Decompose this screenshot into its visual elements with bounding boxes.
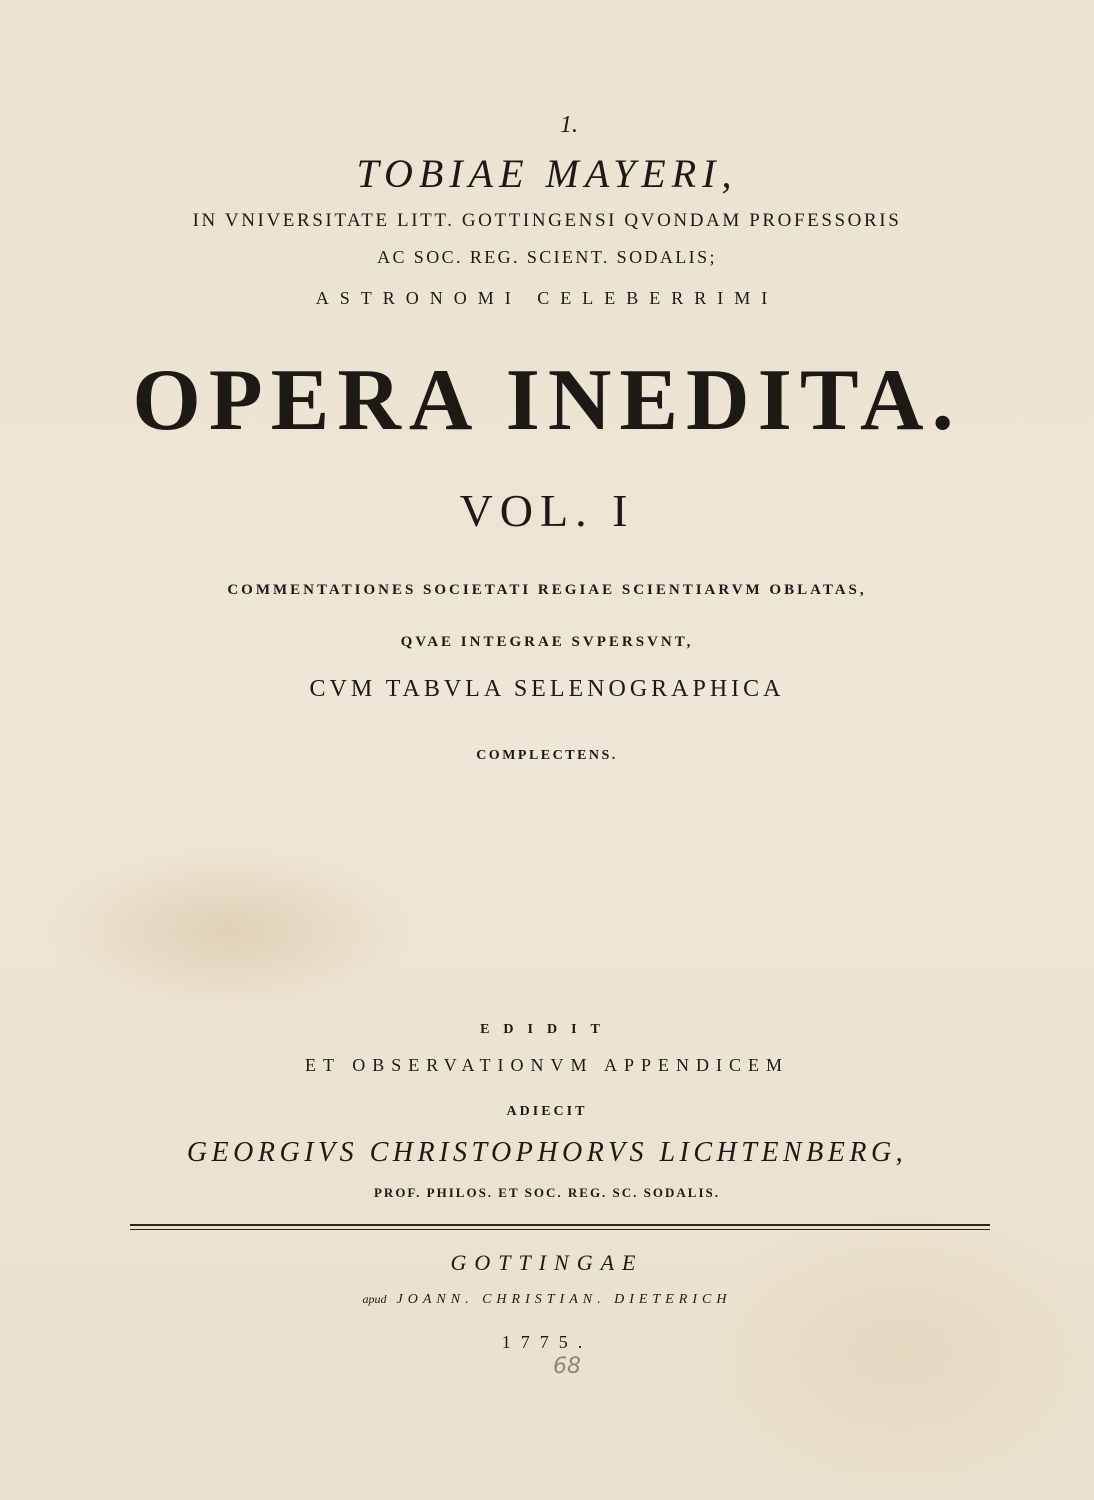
affiliation-line-2: AC SOC. REG. SCIENT. SODALIS; — [377, 247, 717, 267]
author-line: TOBIAE MAYERI, — [356, 151, 738, 196]
contents-line-2: QVAE INTEGRAE SVPERSVNT, — [400, 634, 694, 650]
double-rule-bottom — [130, 1229, 990, 1230]
publisher-line — [0, 1292, 1094, 1308]
year-line: 1775. — [501, 1332, 593, 1352]
place-line: GOTTINGAE — [450, 1250, 644, 1275]
appendix-line: ET OBSERVATIONVM APPENDICEM — [305, 1055, 789, 1075]
epithet-line: ASTRONOMI CELEBERRIMI — [315, 288, 779, 308]
apud-word: apud — [362, 1292, 387, 1306]
main-title: OPERA INEDITA. — [132, 352, 962, 449]
pencil-note: 68 — [553, 1354, 581, 1379]
contents-line-3: CVM TABVLA SELENOGRAPHICA — [309, 676, 785, 702]
contents-line-1: COMMENTATIONES SOCIETATI REGIAE SCIENTIARVM OBLATAS, — [227, 582, 867, 598]
publisher-name: JOANN. CHRISTIAN. DIETERICH — [396, 1292, 732, 1307]
adiecit-line: ADIECIT — [506, 1104, 588, 1119]
editor-name: GEORGIVS CHRISTOPHORVS LICHTENBERG, — [186, 1137, 908, 1168]
edidit-line: EDIDIT — [480, 1022, 614, 1037]
volume-number: VOL. I — [459, 485, 635, 536]
contents-line-4: COMPLECTENS. — [476, 748, 618, 763]
shelf-mark: 1. — [560, 112, 578, 138]
affiliation-line-1: IN VNIVERSITATE LITT. GOTTINGENSI QVONDAM PROFESSORIS — [192, 210, 902, 231]
double-rule-top — [130, 1224, 990, 1226]
editor-title: PROF. PHILOS. ET SOC. REG. SC. SODALIS. — [373, 1185, 721, 1200]
